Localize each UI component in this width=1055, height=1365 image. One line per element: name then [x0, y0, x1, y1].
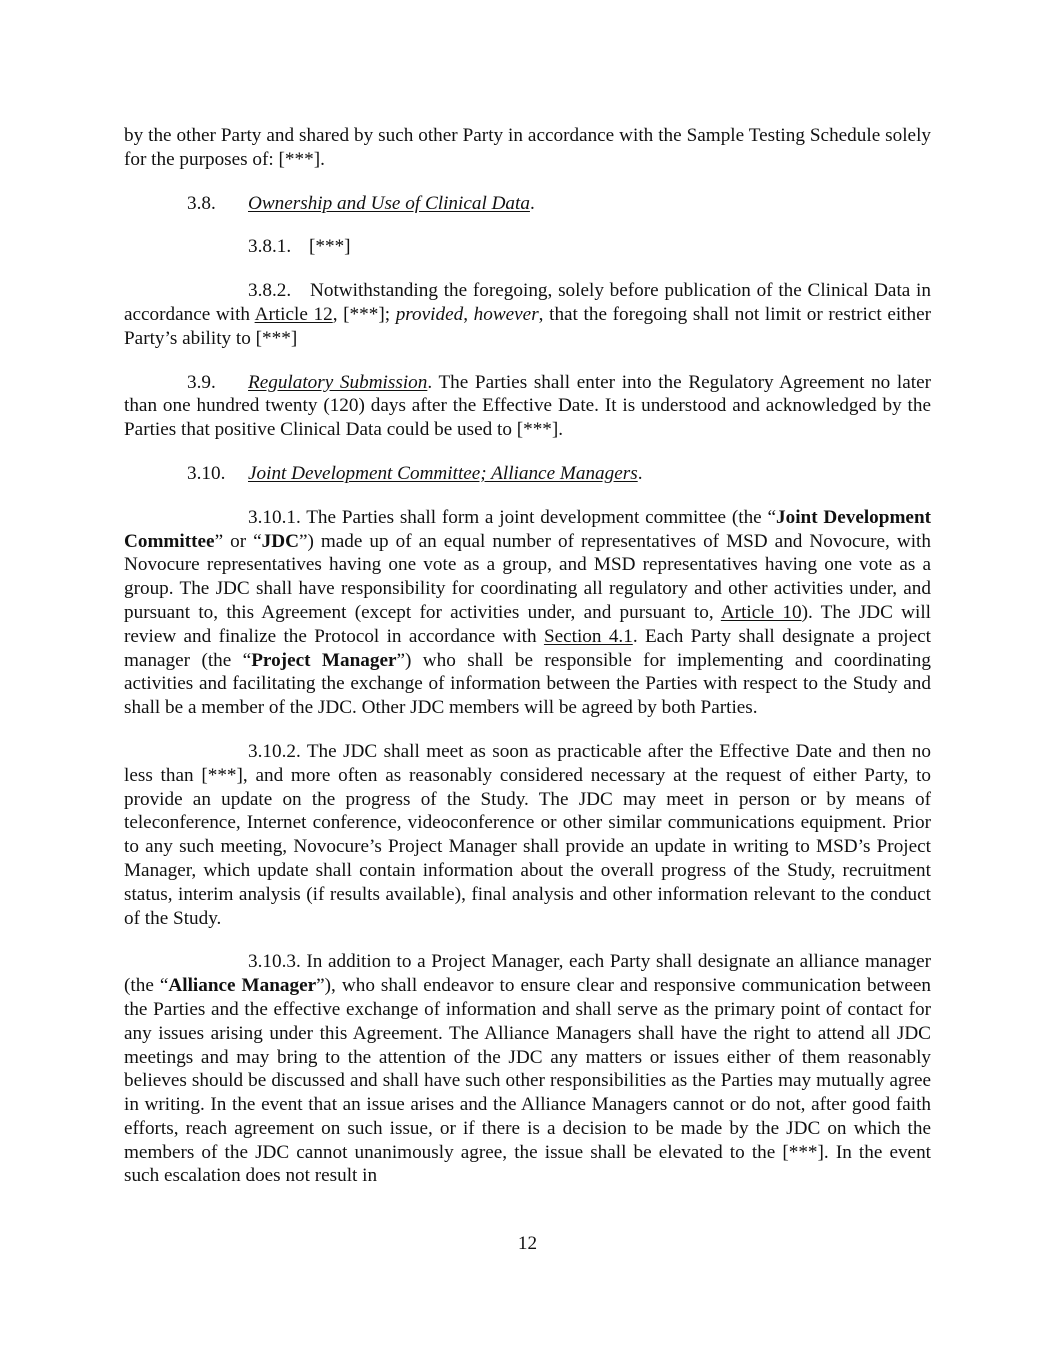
section-3-10-2: 3.10.2. The JDC shall meet as soon as practicable after the Effective Date and then no less than [***], and more often as reasonably considered necessary at the request of either Party, to provide an update on the progress of the Study. The JDC may meet in person or by means of teleconference, Internet conference, videoconference or other similar communications equipment. Prior to any such meeting, Novocure’s Project Manager shall provide an update in writing to MSD’s Project Manager, which update shall contain information about the overall progress of the Study, recruitment status, interim analysis (if results available), final analysis and other information relevant to the conduct of the Study. [124, 740, 931, 929]
section-number: 3.8. [187, 192, 216, 214]
section-title: Ownership and Use of Clinical Data [248, 192, 530, 214]
section-number: 3.10. [187, 462, 226, 484]
section-4-1-link[interactable]: Section 4.1 [543, 625, 633, 647]
section-title: Joint Development Committee; Alliance Managers [248, 462, 638, 484]
section-3-10-3: 3.10.3. In addition to a Project Manager, each Party shall designate an alliance manager (the “Alliance Manager”), who shall endeavor to ensure clear and responsive communication between the Parties and the effective exchange of information and shall serve as the primary point of contact for any issues arising under this Agreement. The Alliance Managers shall have the right to attend all JDC meetings and may bring to the attention of the JDC any matters or issues either of them reasonably believes should be discussed and shall have such other responsibilities as the Parties may mutually agree in writing. In the event that an issue arises and the Alliance Managers cannot or do not, after good faith efforts, reach agreement on such issue, or if there is a decision to be made by the JDC on which the members of the JDC cannot unanimously agree, the issue shall be elevated to the [***]. In the event such escalation does not result in [124, 951, 931, 1187]
section-number: 3.10.3. [248, 951, 301, 973]
page-number: 12 [517, 1233, 538, 1254]
section-number: 3.9. [187, 371, 216, 393]
section-title: Regulatory Submission [248, 371, 428, 393]
defined-term: JDC [261, 530, 299, 552]
document-page [124, 124, 931, 1188]
intro-paragraph: by the other Party and shared by such other Party in accordance with the Sample Testing Schedule solely for the purposes of: [***]. [124, 125, 931, 170]
defined-term: Project Manager [251, 649, 397, 671]
article-10-link[interactable]: Article 10 [720, 601, 802, 623]
section-3-10-heading: 3.10. Joint Development Committee; Alliance Managers. [187, 462, 643, 484]
section-number: 3.8.1. [248, 236, 292, 258]
section-3-8-heading: 3.8. Ownership and Use of Clinical Data. [187, 192, 535, 214]
section-number: 3.10.2. [248, 740, 301, 762]
section-number: 3.8.2. [248, 280, 292, 302]
defined-term: Alliance Manager [168, 975, 317, 997]
section-3-9: 3.9. Regulatory Submission. The Parties shall enter into the Regulatory Agreement no later than one hundred twenty (120) days after the Effective Date. It is understood and acknowledged by the Parties that positive Clinical Data could be used to [***]. [124, 371, 931, 441]
section-3-8-1: 3.8.1. [***] [248, 236, 351, 258]
section-3-10-1: 3.10.1. The Parties shall form a joint development committee (the “Joint Development Committee” or “JDC”) made up of an equal number of representatives of MSD and Novocure, with Novocure representatives having one vote as a group, and MSD representatives having one vote as a group. The JDC shall have responsibility for coordinating all regulatory and other activities under, and pursuant to, this Agreement (except for activities under, and pursuant to, Article 10). The JDC will review and finalize the Protocol in accordance with Section 4.1. Each Party shall designate a project manager (the “Project Manager”) who shall be responsible for implementing and coordinating activities and facilitating the exchange of information between the Parties with respect to the Study and shall be a member of the JDC. Other JDC members will be agreed by both Parties. [124, 506, 932, 719]
article-12-link[interactable]: Article 12 [254, 303, 333, 325]
section-number: 3.10.1. [248, 506, 301, 528]
section-3-8-2: 3.8.2. Notwithstanding the foregoing, solely before publication of the Clinical Data in accordance with Article 12, [***]; provided, however, that the foregoing shall not limit or restrict either Party’s ability to [***] [124, 280, 931, 349]
defined-term: Joint Development Committee [124, 506, 932, 552]
